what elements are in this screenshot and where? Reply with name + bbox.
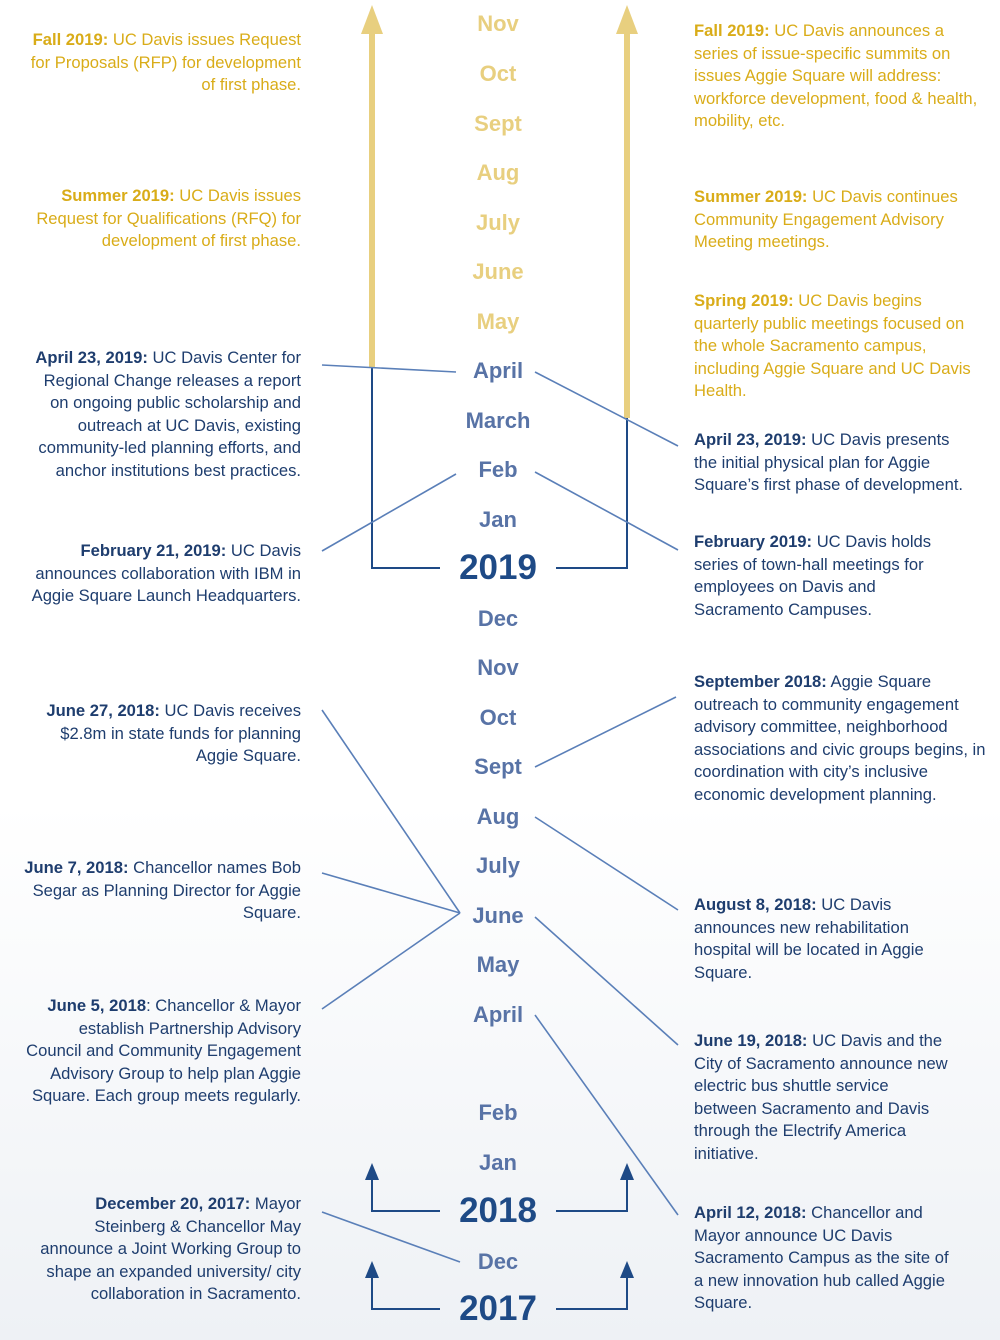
- year-2017: 2017: [459, 1289, 537, 1328]
- month-sept-2019: Sept: [474, 111, 522, 136]
- event-date: September 2018:: [694, 672, 827, 691]
- event-june-7-2018-director: [12, 857, 301, 925]
- event-text: UC Davis announces collaboration with IBM in Aggie Square Launch Headquarters.: [31, 541, 301, 606]
- event-date: April 23, 2019:: [694, 430, 807, 449]
- month-nov-2019: Nov: [477, 11, 519, 36]
- event-text: UC Davis receives $2.8m in state funds for planning Aggie Square.: [60, 701, 301, 766]
- event-date: April 12, 2018:: [694, 1203, 807, 1222]
- event-feb-21-2019-ibm: [30, 540, 301, 608]
- arrow-2017-right-head: [620, 1261, 634, 1278]
- event-april-23-2019-report: [30, 347, 301, 483]
- month-dec-2017: Dec: [477, 1249, 519, 1274]
- event-date: Fall 2019:: [32, 30, 109, 49]
- event-june-27-2018-funds: [18, 700, 301, 768]
- year-2019: 2019: [459, 548, 537, 587]
- event-date: Spring 2019:: [694, 291, 794, 310]
- event-date: February 2019:: [694, 532, 813, 551]
- event-date: June 7, 2018:: [24, 858, 129, 877]
- event-text: UC Davis holds series of town-hall meetings for employees on Davis and Sacramento Campuses.: [694, 532, 932, 619]
- bracket-2019-right: [556, 418, 627, 568]
- event-text: Mayor Steinberg & Chancellor May announce a Joint Working Group to shape an expanded university/ city collaboration in Sacramento.: [40, 1194, 301, 1304]
- month-june-2018: June: [472, 903, 524, 928]
- event-june-19-2018-bus: [694, 1030, 954, 1166]
- arrow-left-2019-head: [361, 5, 383, 34]
- month-may-2019: May: [476, 309, 520, 334]
- event-aug-8-2018-hospital: [694, 894, 954, 984]
- event-text: : Chancellor & Mayor establish Partnership Advisory Council and Community Engagement Advisory Group to help plan Aggie Square. Each group meets regularly.: [26, 996, 301, 1106]
- month-july-2019: July: [475, 210, 521, 235]
- event-date: April 23, 2019:: [35, 348, 148, 367]
- month-feb-2018: Feb: [478, 1100, 518, 1125]
- arrow-2018-left-head: [365, 1163, 379, 1180]
- event-fall-2019-rfp: [30, 29, 301, 97]
- arrow-2018-right-head: [620, 1163, 634, 1180]
- arrow-2017-left-head: [365, 1261, 379, 1278]
- event-text: UC Davis issues Request for Qualifications (RFQ) for development of first phase.: [36, 186, 301, 251]
- event-text: UC Davis and the City of Sacramento announce new electric bus shuttle service between Sacramento and Davis through the Electrify America initiative.: [694, 1031, 948, 1163]
- year-2018: 2018: [459, 1191, 537, 1230]
- event-date: February 21, 2019:: [80, 541, 227, 560]
- event-april-23-2019-plan: [694, 429, 966, 497]
- event-text: UC Davis continues Community Engagement Advisory Meeting meetings.: [694, 187, 958, 252]
- month-july-2018: July: [475, 853, 521, 878]
- month-april-2018: April: [472, 1002, 524, 1027]
- event-text: UC Davis announces new rehabilitation hospital will be located in Aggie Square.: [694, 895, 924, 982]
- month-feb-2019: Feb: [478, 457, 518, 482]
- event-summer-2019-engagement: [694, 186, 964, 254]
- event-date: August 8, 2018:: [694, 895, 817, 914]
- month-aug-2019: Aug: [476, 160, 520, 185]
- event-date: December 20, 2017:: [95, 1194, 251, 1213]
- event-text: Chancellor and Mayor announce UC Davis Sacramento Campus as the site of a new innovation hub called Aggie Square.: [694, 1203, 949, 1313]
- event-sept-2018-outreach: [694, 671, 989, 807]
- event-spring-2019-public-meetings: [694, 290, 989, 403]
- event-date: Summer 2019:: [61, 186, 175, 205]
- month-nov-2018: Nov: [477, 655, 519, 680]
- month-sept-2018: Sept: [474, 754, 522, 779]
- event-date: June 19, 2018:: [694, 1031, 808, 1050]
- month-oct-2019: Oct: [479, 61, 517, 86]
- event-text: UC Davis Center for Regional Change releases a report on ongoing public scholarship and outreach at UC Davis, existing community-led planning efforts, and anchor institutions best practices.: [38, 348, 301, 480]
- event-text: UC Davis issues Request for Proposals (RFP) for development of first phase.: [30, 30, 301, 95]
- event-date: Fall 2019:: [694, 21, 770, 40]
- arrow-right-2019-head: [616, 5, 638, 34]
- event-text: UC Davis announces a series of issue-specific summits on issues Aggie Square will address: workforce development, food & health, mobility, etc.: [694, 21, 978, 131]
- month-jan-2018: Jan: [479, 1150, 517, 1175]
- month-april-2019: April: [472, 358, 524, 383]
- event-dec-20-2017-working-group: [25, 1193, 301, 1306]
- month-june-2019: June: [472, 259, 524, 284]
- month-dec-2018: Dec: [477, 606, 519, 631]
- event-june-5-2018-council: [25, 995, 301, 1108]
- event-date: Summer 2019:: [694, 187, 808, 206]
- event-date: June 27, 2018:: [46, 701, 160, 720]
- month-oct-2018: Oct: [479, 705, 517, 730]
- month-march-2019: March: [465, 408, 531, 433]
- event-text: Aggie Square outreach to community engagement advisory committee, neighborhood associations and civic groups begins, in coordination with city’s inclusive economic development planning.: [694, 672, 986, 804]
- event-text: UC Davis begins quarterly public meetings focused on the whole Sacramento campus, including Aggie Square and UC Davis Health.: [694, 291, 971, 401]
- event-feb-2019-town-halls: [694, 531, 966, 621]
- month-may-2018: May: [476, 952, 520, 977]
- month-jan-2019: Jan: [479, 507, 517, 532]
- event-april-12-2018-hub: [694, 1202, 959, 1315]
- event-text: UC Davis presents the initial physical plan for Aggie Square’s first phase of development.: [694, 430, 964, 495]
- event-date: June 5, 2018: [47, 996, 147, 1015]
- event-text: Chancellor names Bob Segar as Planning Director for Aggie Square.: [32, 858, 301, 923]
- month-aug-2018: Aug: [476, 804, 520, 829]
- event-fall-2019-summits: [694, 20, 984, 133]
- event-summer-2019-rfq: [30, 185, 301, 253]
